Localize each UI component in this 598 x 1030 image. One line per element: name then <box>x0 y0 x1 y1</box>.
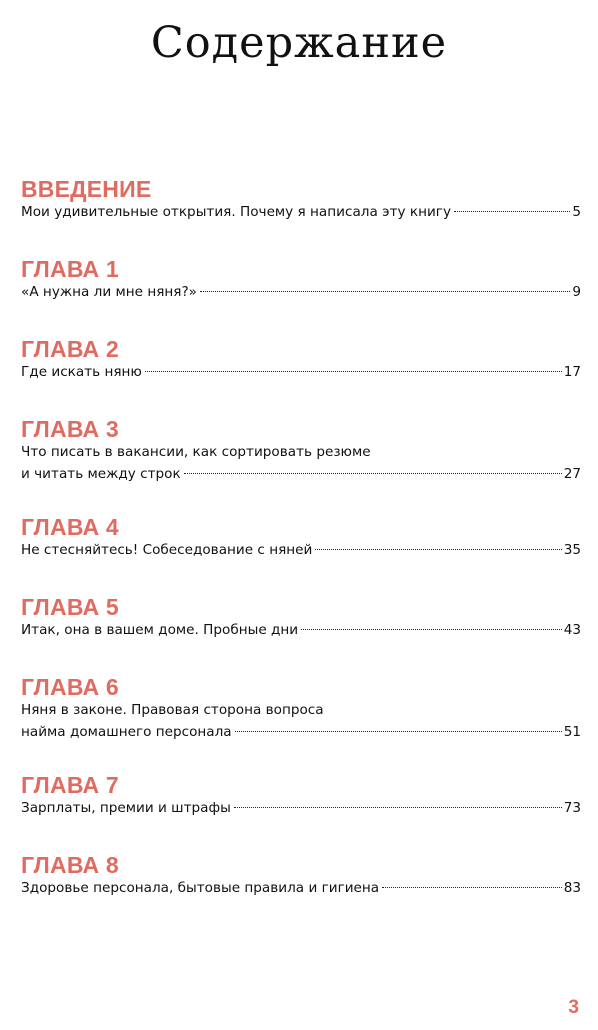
toc-entry[interactable] <box>21 619 581 641</box>
toc-entry[interactable] <box>21 361 581 383</box>
toc-section-chapter-7 <box>21 773 581 853</box>
page-number: 27 <box>563 466 581 482</box>
toc-section-introduction <box>21 177 581 257</box>
chapter-heading: ГЛАВА 1 <box>21 256 119 282</box>
chapter-heading: ГЛАВА 7 <box>21 772 119 798</box>
toc-section-chapter-1 <box>21 257 581 337</box>
entry-title: найма домашнего персонала <box>21 724 232 740</box>
page-folio: 3 <box>568 997 579 1018</box>
page-number: 43 <box>563 622 581 638</box>
dot-leader <box>315 549 561 550</box>
entry-title: Где искать няню <box>21 364 142 380</box>
dot-leader <box>184 473 562 474</box>
dot-leader <box>200 291 570 292</box>
toc-section-chapter-6 <box>21 675 581 773</box>
page-number: 5 <box>572 204 581 220</box>
entry-title: Здоровье персонала, бытовые правила и гигиена <box>21 880 380 896</box>
chapter-heading: ГЛАВА 8 <box>21 852 119 878</box>
page-number: 9 <box>572 284 581 300</box>
entry-title: «А нужна ли мне няня?» <box>21 284 197 300</box>
chapter-heading: ГЛАВА 2 <box>21 336 119 362</box>
entry-title-line[interactable]: Что писать в вакансии, как сортировать резюме <box>21 444 371 460</box>
table-of-contents <box>21 177 581 933</box>
toc-entry[interactable] <box>21 877 581 899</box>
toc-entry[interactable] <box>21 281 581 303</box>
dot-leader <box>454 211 570 212</box>
toc-entry[interactable] <box>21 201 581 223</box>
dot-leader <box>235 731 562 732</box>
dot-leader <box>382 887 562 888</box>
entry-title: Мои удивительные открытия. Почему я написала эту книгу <box>21 204 451 220</box>
dot-leader <box>301 629 562 630</box>
page-number: 73 <box>563 800 581 816</box>
toc-entry[interactable] <box>21 797 581 819</box>
toc-section-chapter-2 <box>21 337 581 417</box>
page-number: 35 <box>563 542 581 558</box>
entry-title: Не стесняйтесь! Собеседование с няней <box>21 542 313 558</box>
page-number: 83 <box>563 880 581 896</box>
chapter-heading: ГЛАВА 4 <box>21 514 119 540</box>
toc-section-chapter-4 <box>21 515 581 595</box>
dot-leader <box>145 371 562 372</box>
page-title: Содержание <box>150 18 448 68</box>
chapter-heading: ГЛАВА 5 <box>21 594 119 620</box>
entry-title-line[interactable]: Няня в законе. Правовая сторона вопроса <box>21 702 324 718</box>
toc-section-chapter-5 <box>21 595 581 675</box>
entry-title: Итак, она в вашем доме. Пробные дни <box>21 622 299 638</box>
chapter-heading: ВВЕДЕНИЕ <box>21 176 152 202</box>
toc-section-chapter-3 <box>21 417 581 515</box>
toc-entry[interactable] <box>21 463 581 485</box>
entry-title: и читать между строк <box>21 466 181 482</box>
toc-entry[interactable] <box>21 721 581 743</box>
toc-section-chapter-8 <box>21 853 581 933</box>
entry-title: Зарплаты, премии и штрафы <box>21 800 231 816</box>
chapter-heading: ГЛАВА 3 <box>21 416 119 442</box>
dot-leader <box>234 807 562 808</box>
toc-entry[interactable] <box>21 539 581 561</box>
chapter-heading: ГЛАВА 6 <box>21 674 119 700</box>
page-number: 17 <box>563 364 581 380</box>
page-number: 51 <box>563 724 581 740</box>
